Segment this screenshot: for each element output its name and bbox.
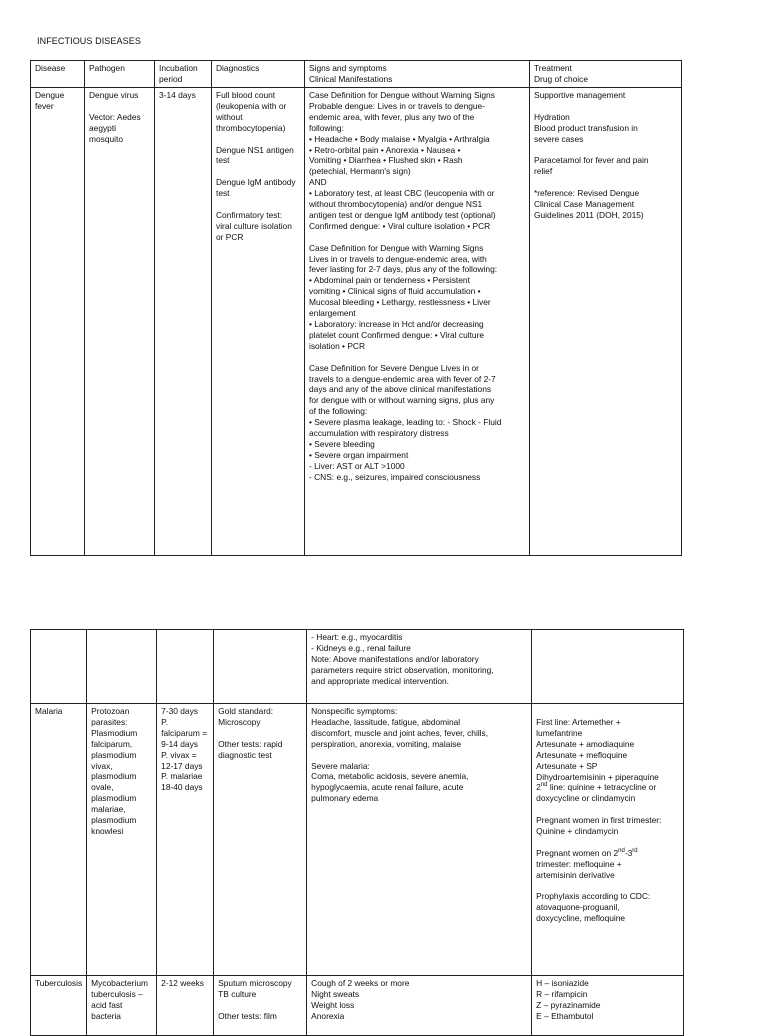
cell-line: AND xyxy=(309,177,327,188)
cell-line: without xyxy=(216,111,243,122)
header-disease: Disease xyxy=(31,61,85,88)
malaria-incubation-cell xyxy=(157,704,214,976)
header-signs xyxy=(305,61,530,88)
cell-line: Case Definition for Severe Dengue Lives in or xyxy=(309,362,479,373)
cell-line: plasmodium xyxy=(91,771,137,782)
cell-line: Protozoan xyxy=(91,706,130,716)
cell-line: falciparum, xyxy=(91,738,133,749)
cell-line: without thrombocytopenia) and/or dengue NS1 xyxy=(309,199,483,210)
table-row-tuberculosis xyxy=(31,976,684,1036)
cell-line: 12-17 days xyxy=(161,760,203,771)
cell-line: Vector: Aedes xyxy=(89,111,141,122)
cell-line: knowlesi xyxy=(91,825,124,836)
cell-line: hypoglycaemia, acute renal failure, acute xyxy=(311,782,464,793)
header-pathogen: Pathogen xyxy=(85,61,155,88)
table-header-row xyxy=(31,61,682,88)
cell-line: vomiting • Clinical signs of fluid accumulation • xyxy=(309,286,481,297)
tb-treatment-cell xyxy=(532,976,684,1036)
cell-line: Night sweats xyxy=(311,988,360,999)
cell-line: First line: Artemether + xyxy=(536,717,621,727)
cell-line: fever lasting for 2-7 days, plus any of the following: xyxy=(309,264,498,275)
cell-line: Dengue IgM antibody xyxy=(216,177,296,188)
malaria-diagnostics-cell xyxy=(214,704,307,976)
cell-line: Tuberculosis xyxy=(35,978,83,988)
cell-line: Clinical Case Management xyxy=(534,199,635,210)
cell-line: viral culture isolation xyxy=(216,220,292,231)
cell-line: R – rifampicin xyxy=(536,988,588,999)
header-diagnostics: Diagnostics xyxy=(212,61,305,88)
cell-line xyxy=(89,101,150,112)
cell-line: fever xyxy=(35,100,54,111)
table-row-dengue-continued xyxy=(31,630,684,704)
cell-line: (petechial, Hermann's sign) xyxy=(309,166,411,177)
cell-line: E – Ethambutol xyxy=(536,1010,594,1021)
cell-line xyxy=(534,145,677,156)
cell-line: - Heart: e.g., myocarditis xyxy=(311,632,403,642)
cell-line: tuberculosis – xyxy=(91,988,143,999)
cell-line: - CNS: e.g., seizures, impaired consciousness xyxy=(309,471,481,482)
cell-line: • Severe organ impairment xyxy=(309,449,409,460)
cell-line: Paracetamol for fever and pain xyxy=(534,155,649,166)
dengue-pathogen-cell xyxy=(85,88,155,556)
tb-pathogen-cell xyxy=(87,976,157,1036)
header-treatment xyxy=(530,61,682,88)
dengue-cont-diagnostics-cell xyxy=(214,630,307,704)
cell-line: • Laboratory test, at least CBC (leucopenia with or xyxy=(309,188,495,199)
cell-line: 3-14 days xyxy=(159,90,196,100)
cell-line: perspiration, anorexia, vomiting, malaise xyxy=(311,738,462,749)
cell-line: artemisinin derivative xyxy=(536,869,615,880)
table-row-malaria xyxy=(31,704,684,976)
cell-line: antigen test or dengue IgM antibody test (optional) xyxy=(309,209,496,220)
cell-line: Mucosal bleeding • Lethargy, restlessness • Liver xyxy=(309,297,491,308)
disease-table-part-2 xyxy=(30,629,684,1036)
dengue-cont-pathogen-cell xyxy=(87,630,157,704)
cell-line: • Severe plasma leakage, leading to: - Shock - Fluid xyxy=(309,417,502,428)
malaria-pathogen-cell xyxy=(87,704,157,976)
document-title: INFECTIOUS DISEASES xyxy=(37,36,141,46)
cell-line: Coma, metabolic acidosis, severe anemia, xyxy=(311,771,469,782)
cell-line: Incubation xyxy=(159,63,198,73)
cell-line: vivax, xyxy=(91,760,113,771)
cell-line: platelet count Confirmed dengue: • Viral culture xyxy=(309,329,485,340)
dengue-signs-cell xyxy=(305,88,530,556)
cell-line: • Retro-orbital pain • Anorexia • Nausea • xyxy=(309,144,461,155)
cell-line: Artesunate + mefloquine xyxy=(536,749,628,760)
dengue-cont-incubation-cell xyxy=(157,630,214,704)
cell-line: • Abdominal pain or tenderness • Persistent xyxy=(309,275,470,286)
tb-diagnostics-cell xyxy=(214,976,307,1036)
dengue-cont-disease-cell xyxy=(31,630,87,704)
cell-line: P. xyxy=(161,716,169,727)
cell-line: - Liver: AST or ALT >1000 xyxy=(309,460,405,471)
cell-line: - Kidneys e.g., renal failure xyxy=(311,642,411,653)
cell-line: test xyxy=(216,188,230,199)
cell-line: bacteria xyxy=(91,1010,121,1021)
cell-line: plasmodium xyxy=(91,793,137,804)
cell-line: mosquito xyxy=(89,133,123,144)
dengue-cont-signs-cell xyxy=(307,630,532,704)
cell-line: Prophylaxis according to CDC: xyxy=(536,891,651,902)
cell-line: Headache, lassitude, fatigue, abdominal xyxy=(311,716,461,727)
cell-line: Dengue NS1 antigen xyxy=(216,144,294,155)
cell-line: and appropriate medical intervention. xyxy=(311,675,449,686)
cell-line: travels to a dengue-endemic area with fever of 2-7 xyxy=(309,373,496,384)
cell-line xyxy=(216,134,300,145)
cell-line: doxycycline or clindamycin xyxy=(536,793,636,804)
cell-line: Dihydroartemisinin + piperaquine xyxy=(536,771,659,782)
cell-line: Guidelines 2011 (DOH, 2015) xyxy=(534,209,644,220)
cell-line: or PCR xyxy=(216,231,244,242)
dengue-diagnostics-cell xyxy=(212,88,305,556)
dengue-cont-treatment-cell xyxy=(532,630,684,704)
header-incubation xyxy=(155,61,212,88)
cell-line: severe cases xyxy=(534,133,584,144)
cell-line: Artesunate + SP xyxy=(536,760,598,771)
cell-line: TB culture xyxy=(218,988,257,999)
cell-line xyxy=(218,728,302,739)
cell-line xyxy=(309,232,525,243)
tb-signs-cell xyxy=(307,976,532,1036)
dengue-disease-cell xyxy=(31,88,85,556)
table-row-dengue xyxy=(31,88,682,556)
cell-line: Dengue virus xyxy=(89,90,139,100)
cell-line: Nonspecific symptoms: xyxy=(311,706,398,716)
cell-line: acid fast xyxy=(91,999,123,1010)
cell-line: following: xyxy=(309,122,344,133)
cell-line: 9-14 days xyxy=(161,738,198,749)
cell-line xyxy=(534,177,677,188)
cell-line: • Severe bleeding xyxy=(309,438,375,449)
cell-line: Anorexia xyxy=(311,1010,345,1021)
cell-line: of the following: xyxy=(309,406,368,417)
cell-line: enlargement xyxy=(309,308,356,319)
cell-line: Pregnant women in first trimester: xyxy=(536,815,662,826)
cell-line: Note: Above manifestations and/or laboratory xyxy=(311,653,479,664)
cell-line: Microscopy xyxy=(218,716,261,727)
cell-line: parasites: xyxy=(91,716,128,727)
cell-line: accumulation with respiratory distress xyxy=(309,428,449,439)
cell-line: Quinine + clindamycin xyxy=(536,826,619,837)
cell-line: relief xyxy=(534,166,553,177)
cell-line: Supportive management xyxy=(534,90,626,100)
cell-line: Gold standard: xyxy=(218,706,274,716)
cell-line xyxy=(536,837,679,848)
cell-line: diagnostic test xyxy=(218,749,272,760)
cell-line: isolation • PCR xyxy=(309,340,365,351)
cell-line: plasmodium xyxy=(91,815,137,826)
cell-line xyxy=(311,750,527,761)
cell-line: Lives in or travels to dengue-endemic area, with xyxy=(309,253,487,264)
cell-line: Drug of choice xyxy=(534,73,588,84)
cell-line: Full blood count xyxy=(216,90,276,100)
cell-line: plasmodium xyxy=(91,749,137,760)
cell-line: P. vivax = xyxy=(161,749,197,760)
cell-line: trimester: mefloquine + xyxy=(536,858,622,869)
cell-line xyxy=(534,101,677,112)
cell-line: doxycycline, mefloquine xyxy=(536,913,626,924)
dengue-incubation-cell xyxy=(155,88,212,556)
cell-line xyxy=(309,352,525,363)
cell-line: period xyxy=(159,73,183,84)
cell-line: Dengue xyxy=(35,90,65,100)
cell-line: Confirmatory test: xyxy=(216,209,283,220)
cell-line: 2nd line: quinine + tetracycline or xyxy=(536,782,657,793)
cell-line: lumefantrine xyxy=(536,727,583,738)
tb-incubation-cell xyxy=(157,976,214,1036)
cell-line: Sputum microscopy xyxy=(218,978,292,988)
cell-line: thrombocytopenia) xyxy=(216,122,286,133)
cell-line: parameters require strict observation, monitoring, xyxy=(311,664,494,675)
cell-line: malariae, xyxy=(91,804,126,815)
cell-line: 18-40 days xyxy=(161,782,203,793)
cell-line: P. malariae xyxy=(161,771,203,782)
cell-line xyxy=(536,881,679,892)
cell-line: Pregnant women on 2nd-3rd xyxy=(536,847,638,858)
cell-line: Confirmed dengue: • Viral culture isolation • PCR xyxy=(309,220,491,231)
cell-line: Other tests: rapid xyxy=(218,738,283,749)
cell-line: Case Definition for Dengue with Warning Signs xyxy=(309,242,484,253)
malaria-signs-cell xyxy=(307,704,532,976)
cell-line: Malaria xyxy=(35,706,63,716)
cell-line: *reference: Revised Dengue xyxy=(534,188,640,199)
cell-line: ovale, xyxy=(91,782,114,793)
cell-line: Weight loss xyxy=(311,999,355,1010)
cell-line: Mycobacterium xyxy=(91,978,148,988)
cell-line: Blood product transfusion in xyxy=(534,122,638,133)
cell-line: Z – pyrazinamide xyxy=(536,999,601,1010)
cell-line: Probable dengue: Lives in or travels to dengue- xyxy=(309,100,485,111)
cell-line: Vomiting • Diarrhea • Flushed skin • Rash xyxy=(309,155,463,166)
cell-line: endemic area, with fever, plus any two of the xyxy=(309,111,475,122)
malaria-treatment-cell xyxy=(532,704,684,976)
cell-line: Plasmodium xyxy=(91,727,138,738)
cell-line: Signs and symptoms xyxy=(309,63,387,73)
cell-line: 2-12 weeks xyxy=(161,978,204,988)
malaria-disease-cell xyxy=(31,704,87,976)
cell-line: aegypti xyxy=(89,122,117,133)
cell-line: test xyxy=(216,155,230,166)
dengue-treatment-cell xyxy=(530,88,682,556)
cell-line: 7-30 days xyxy=(161,706,198,716)
disease-table-part-1 xyxy=(30,60,682,556)
cell-line: discomfort, muscle and joint aches, fever, chills, xyxy=(311,727,489,738)
cell-line: • Headache • Body malaise • Myalgia • Arthralgia xyxy=(309,133,490,144)
cell-line: Clinical Manifestations xyxy=(309,73,393,84)
cell-line: Hydration xyxy=(534,111,570,122)
cell-line: • Laboratory: increase in Hct and/or decreasing xyxy=(309,319,484,330)
cell-line xyxy=(536,804,679,815)
cell-line xyxy=(216,199,300,210)
cell-line: Cough of 2 weeks or more xyxy=(311,978,410,988)
cell-line xyxy=(218,1000,302,1011)
cell-line: Other tests: film xyxy=(218,1010,277,1021)
cell-line: for dengue with or without warning signs, plus any xyxy=(309,395,495,406)
cell-line xyxy=(216,166,300,177)
cell-line: Case Definition for Dengue without Warning Signs xyxy=(309,90,495,100)
cell-line: H – isoniazide xyxy=(536,978,589,988)
cell-line: days and any of the above clinical manifestations xyxy=(309,384,492,395)
cell-line: pulmonary edema xyxy=(311,793,379,804)
cell-line: falciparum = xyxy=(161,727,208,738)
tb-disease-cell xyxy=(31,976,87,1036)
cell-line: Artesunate + amodiaquine xyxy=(536,738,635,749)
cell-line: Treatment xyxy=(534,63,572,73)
cell-line: Severe malaria: xyxy=(311,760,370,771)
cell-line: atovaquone-proguanil, xyxy=(536,902,620,913)
cell-line: (leukopenia with or xyxy=(216,100,287,111)
